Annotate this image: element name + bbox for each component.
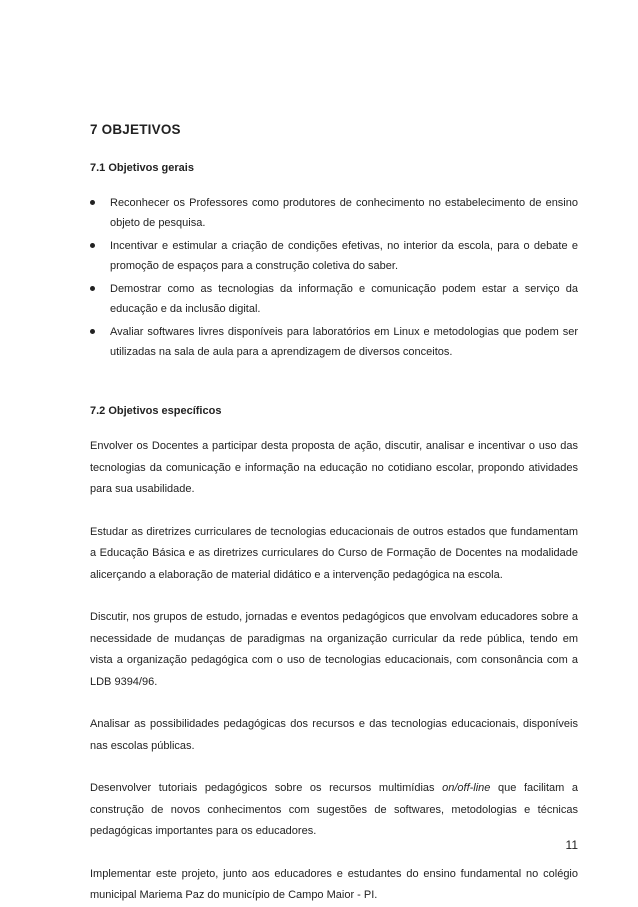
general-objectives-list [90,193,578,362]
bullet-icon [90,243,95,248]
list-item [90,279,578,319]
page-number: 11 [565,838,578,852]
paragraph-tutorials: Desenvolver tutoriais pedagógicos sobre os recursos multimídias on/off-line que facilitam a construção de novos conhecimentos com sugestões de softwares, metodologias e técnicas pedagógicas importantes para os educadores. [90,782,579,837]
paragraph: Analisar as possibilidades pedagógicas dos recursos e das tecnologias educacionais, disponíveis nas escolas públicas. [90,718,578,752]
list-item [90,193,578,233]
subsection-specific-title: 7.2 Objetivos específicos [90,405,222,417]
list-item-text: Demostrar como as tecnologias da informação e comunicação podem estar a serviço da educação e da inclusão digital. [110,283,578,315]
paragraph: Implementar este projeto, junto aos educadores e estudantes do ensino fundamental no colégio municipal Mariema Paz do município de Campo Maior - PI. [90,867,578,901]
list-item-text: Reconhecer os Professores como produtores de conhecimento no estabelecimento de ensino objeto de pesquisa. [110,197,578,229]
list-item-text: Avaliar softwares livres disponíveis para laboratórios em Linux e metodologias que podem ser utilizadas na sala de aula para a aprendizagem de diversos conceitos. [110,326,578,358]
italic-term: on/off-line [442,782,491,794]
bullet-icon [90,286,95,291]
list-item-text: Incentivar e estimular a criação de condições efetivas, no interior da escola, para o debate e promoção de espaços para a construção coletiva do saber. [110,240,578,272]
paragraph: Discutir, nos grupos de estudo, jornadas e eventos pedagógicos que envolvam educadores sobre a necessidade de mudanças de paradigmas na organização curricular da rede pública, tendo em vista a organização pedagógica com o uso de tecnologias educacionais, com consonância com a LDB 9394/96. [90,611,578,688]
paragraph: Estudar as diretrizes curriculares de tecnologias educacionais de outros estados que fundamentam a Educação Básica e as diretrizes curriculares do Curso de Formação de Docentes na modalidade alicerçando a elaboração de material didático e a intervenção pedagógica na escola. [90,525,578,581]
paragraph: Envolver os Docentes a participar desta proposta de ação, discutir, analisar e incentivar o uso das tecnologias da comunicação e informação na educação no cotidiano escolar, propondo atividades para sua usabilidade. [90,440,578,495]
bullet-icon [90,329,95,334]
page-content [90,122,578,907]
subsection-general-title: 7.1 Objetivos gerais [90,162,194,174]
section-heading: 7 OBJETIVOS [90,122,181,137]
list-item [90,236,578,276]
list-item [90,322,578,362]
bullet-icon [90,200,95,205]
